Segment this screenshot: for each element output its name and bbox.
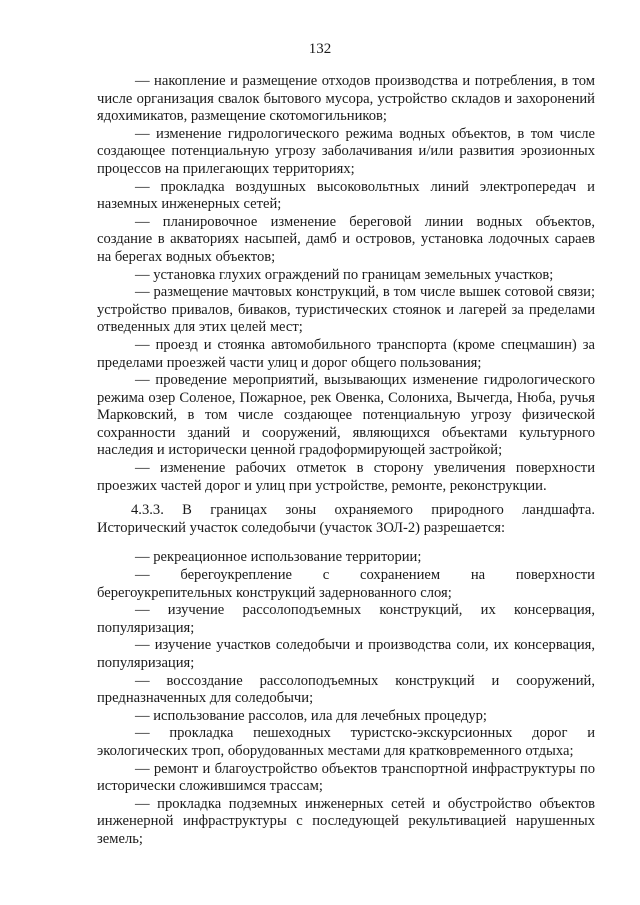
list-item: — установка глухих ограждений по границам земельных участков; [135,266,554,283]
list-item: — проезд и стоянка автомобильного транспорта (кроме спецмашин) за пределами проезжей части улиц и дорог общего пользования; [97,336,595,371]
list-item: — прокладка воздушных высоковольтных линий электропередач и наземных инженерных сетей; [97,178,595,213]
list-item: — рекреационное использование территории; [135,549,422,566]
list-item: — проведение мероприятий, вызывающих изменение гидрологического режима озер Соленое, Пожарное, рек Овенка, Солониха, Вычегда, Нюба, ручья Марковский, в том числе создающее потенциальную угрозу физической сохранности зданий и сооружений, являющихся объектами культурного наследия и исторически ценной градоформирующей застройкой; [97,372,595,459]
document-body [97,73,595,849]
page-number: 132 [308,41,332,57]
list-item: — берегоукрепление с сохранением на поверхности берегоукрепительных конструкций задернованного слоя; [97,567,595,601]
list-item: — прокладка пешеходных туристско-экскурсионных дорог и экологических троп, оборудованных местами для кратковременного отдыха; [97,725,595,759]
list-item: — накопление и размещение отходов производства и потребления, в том числе организация свалок бытового мусора, устройство складов и захоронений ядохимикатов, размещение скотомогильников; [97,73,595,125]
list-item: — изменение гидрологического режима водных объектов, в том числе создающее потенциальную угрозу заболачивания и/или развития эрозионных процессов на прилегающих территориях; [97,125,595,177]
list-item: — использование рассолов, ила для лечебных процедур; [135,707,487,724]
list-item: — изучение участков соледобычи и производства соли, их консервация, популяризация; [97,637,595,671]
section-heading: 4.3.3. В границах зоны охраняемого природного ландшафта. Исторический участок соледобычи (участок ЗОЛ-2) разрешается: [97,502,595,536]
list-item: — воссоздание рассолоподъемных конструкций и сооружений, предназначенных для соледобычи; [97,672,595,707]
list-item: — прокладка подземных инженерных сетей и обустройство объектов инженерной инфраструктуры с последующей рекультивацией нарушенных земель; [97,795,595,847]
list-item: — изменение рабочих отметок в сторону увеличения поверхности проезжих частей дорог и улиц при устройстве, ремонте, реконструкции. [97,460,595,494]
list-item: — изучение рассолоподъемных конструкций, их консервация, популяризация; [97,602,595,636]
list-item: — размещение мачтовых конструкций, в том числе вышек сотовой связи; устройство привалов, биваков, туристических стоянок и лагерей за пределами отведенных для этих целей мест; [97,284,595,336]
list-item: — планировочное изменение береговой линии водных объектов, создание в акваториях насыпей, дамб и островов, установка лодочных сараев на берегах водных объектов; [97,213,595,265]
list-item: — ремонт и благоустройство объектов транспортной инфраструктуры по исторически сложившимся трассам; [97,760,595,795]
